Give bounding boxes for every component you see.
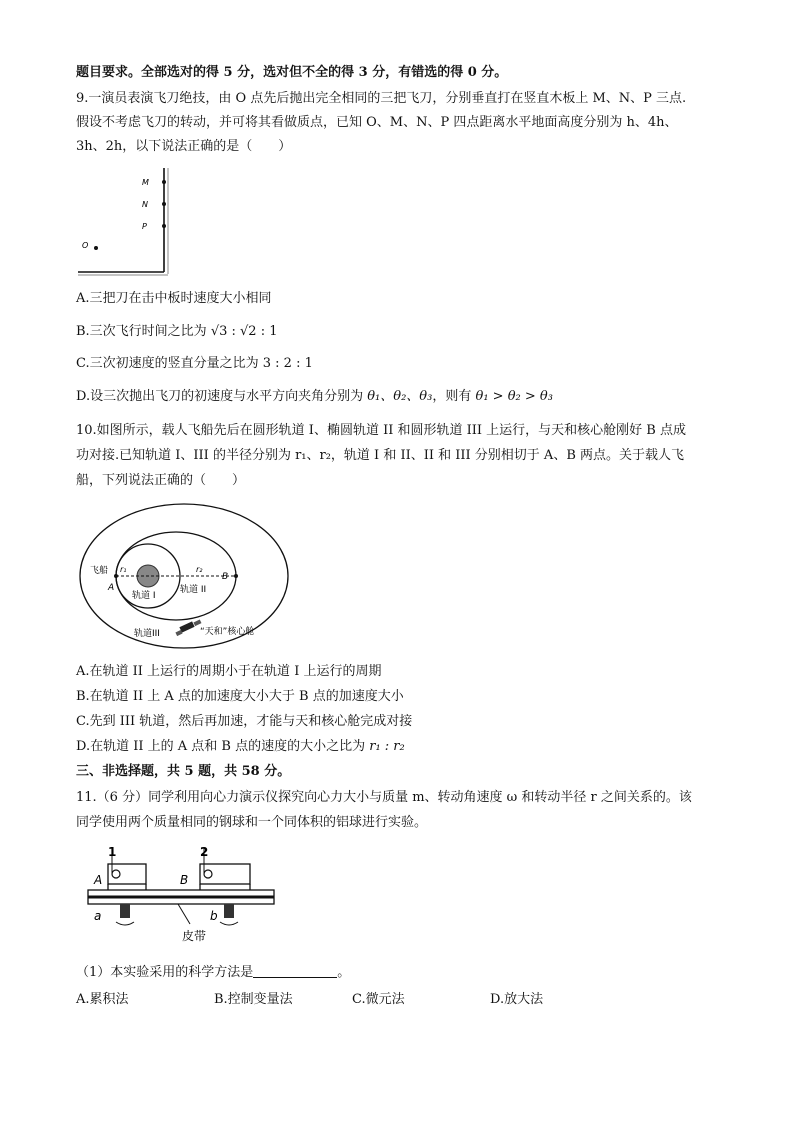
q10-label-orbit-3: 轨道III (134, 629, 160, 639)
q9-stem-line-2: 假设不考虑飞刀的转动，并可将其看做质点，已知 O、M、N、P 四点距离水平地面高度分别为 h、4h、 (76, 115, 678, 130)
q11-option-c: C.微元法 (352, 992, 405, 1007)
q9-point-n (162, 202, 166, 206)
q11-stem-line-2: 同学使用两个质量相同的钢球和一个同体积的铝球进行实验。 (76, 815, 428, 830)
q9-option-a: A.三把刀在击中板时速度大小相同 (76, 291, 272, 306)
q11-label-b-lower: b (210, 909, 218, 923)
q11-option-b: B.控制变量法 (214, 992, 293, 1007)
q11-stem-line-1: 11.（6 分）同学利用向心力演示仪探究向心力大小与质量 m、转动角速度 ω 和转动半径 r 之间关系的。该 (76, 790, 692, 805)
q11-label-a-lower: a (94, 909, 102, 923)
q10-label-b: B (222, 572, 229, 582)
q10-stem-line-3: 船，下列说法正确的（ ） (76, 473, 246, 488)
q11-ball-a (112, 870, 120, 878)
q10-label-orbit-2: 轨道 II (180, 585, 207, 595)
q9-point-m (162, 180, 166, 184)
q10-option-a: A.在轨道 II 上运行的周期小于在轨道 I 上运行的周期 (76, 664, 382, 679)
q9-point-p (162, 224, 166, 228)
q11-option-a: A.累积法 (76, 992, 129, 1007)
q11-option-d: D.放大法 (490, 992, 544, 1007)
q10-label-station: “天和”核心舱 (200, 627, 255, 637)
q10-label-orbit-1: 轨道 I (132, 591, 156, 601)
q10-option-c: C.先到 III 轨道，然后再加速，才能与天和核心舱完成对接 (76, 714, 413, 729)
q9-option-d-relation: θ₁ > θ₂ > θ₃ (475, 389, 553, 404)
q10-label-a: A (108, 583, 115, 593)
q9-stem-line-1: 9.一演员表演飞刀绝技，由 O 点先后抛出完全相同的三把飞刀，分别垂直打在竖直木板上 M、N、P 三点. (76, 91, 687, 106)
q9-option-b: B.三次飞行时间之比为 √3 : √2 : 1 (76, 324, 278, 339)
q11-options (76, 988, 716, 1008)
q9-option-b-ratio: √3 : √2 : 1 (210, 324, 278, 339)
q9-point-o (94, 246, 98, 250)
q10-option-d: D.在轨道 II 上的 A 点和 B 点的速度的大小之比为 r₁ : r₂ (76, 739, 405, 754)
q10-option-d-ratio: r₁ : r₂ (369, 739, 405, 754)
q9-label-p: P (142, 222, 147, 231)
q9-figure (78, 166, 178, 281)
section-3-heading: 三、非选择题，共 5 题，共 58 分。 (76, 764, 291, 779)
header-note: 题目要求。全部选对的得 5 分，选对但不全的得 3 分，有错选的得 0 分。 (76, 65, 508, 80)
q9-label-o: O (82, 241, 89, 250)
q10-orbit-figure (76, 500, 296, 650)
q10-station-icon (175, 619, 201, 636)
q10-label-ship: 飞船 (90, 566, 109, 576)
q11-label-b-upper: B (180, 873, 189, 887)
q9-label-m: M (142, 178, 149, 187)
q10-label-r1: r₁ (120, 565, 127, 574)
q9-label-n: N (142, 200, 148, 209)
q11-sub-question-1: （1）本实验采用的科学方法是 。 (76, 965, 351, 980)
q10-label-r2: r₂ (196, 565, 203, 574)
q11-label-1: 1 (108, 845, 117, 859)
q9-option-d: D.设三次抛出飞刀的初速度与水平方向夹角分别为 θ₁、θ₂、θ₃，则有 θ₁ > θ₂ > θ₃ (76, 389, 553, 404)
q10-stem-line-2: 功对接.已知轨道 I、III 的半径分别为 r₁、r₂，轨道 I 和 II、II 和 III 分别相切于 A、B 两点。关于载人飞 (76, 448, 685, 463)
q11-label-a-upper: A (94, 873, 103, 887)
q11-label-2: 2 (200, 845, 209, 859)
q9-option-c: C.三次初速度的竖直分量之比为 3 : 2 : 1 (76, 356, 313, 371)
q10-stem-line-1: 10.如图所示，载人飞船先后在圆形轨道 I、椭圆轨道 II 和圆形轨道 III 上运行，与天和核心舱刚好 B 点成 (76, 423, 686, 438)
q11-ball-b (204, 870, 212, 878)
q11-apparatus-figure (86, 842, 276, 947)
q11-label-belt: 皮带 (182, 929, 207, 943)
q10-option-b: B.在轨道 II 上 A 点的加速度大小大于 B 点的加速度大小 (76, 689, 404, 704)
q9-stem-line-3: 3h、2h，以下说法正确的是（ ） (76, 139, 292, 154)
q11-answer-blank[interactable] (253, 963, 337, 978)
